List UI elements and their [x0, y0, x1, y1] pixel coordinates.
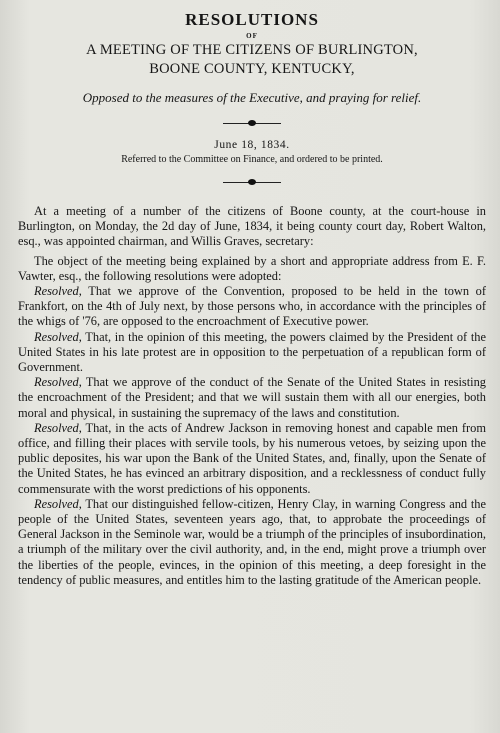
of-label: OF	[246, 32, 258, 40]
resolution-paragraph	[18, 330, 486, 376]
resolved-word: Resolved	[34, 284, 79, 299]
resolution-text: , That, in the acts of Andrew Jackson in removing honest and capable men from office, and filling their places with servile tools, by his numerous vetoes, by seizing upon the public deposites, his war upon the Bank of the United States, and, finally, upon the Senate of the United States, he has evinced an arbitrary disposition, and a recklessness of conduct fully commensurate with the worst predictions of his opponents.	[18, 420, 486, 496]
ornamental-divider	[223, 179, 281, 185]
resolution-paragraph	[18, 497, 486, 588]
resolution-text: , That we approve of the conduct of the Senate of the United States in resisting the encroachment of the President; and that we will sustain them with all our energies, both moral and physical, in sustaining the supremacy of the laws and constitution.	[18, 375, 486, 420]
resolution-paragraph	[18, 375, 486, 421]
resolved-word: Resolved	[34, 496, 79, 511]
county-heading: BOONE COUNTY, KENTUCKY,	[149, 61, 355, 77]
ornamental-divider	[223, 120, 281, 126]
document-title: RESOLUTIONS	[185, 10, 319, 29]
meeting-heading: A MEETING OF THE CITIZENS OF BURLINGTON,	[86, 42, 418, 58]
referral-note: Referred to the Committee on Finance, and ordered to be printed.	[121, 154, 383, 165]
divider-ornament-icon	[248, 120, 256, 126]
resolution-text: , That we approve of the Convention, proposed to be held in the town of Frankfort, on the 4th of July next, by those persons who, in accordance with the principles of the whigs of '76, are opposed to the encroachment of Executive power.	[18, 284, 486, 329]
resolution-paragraph	[18, 284, 486, 330]
divider-ornament-icon	[248, 179, 256, 185]
resolved-word: Resolved	[34, 420, 79, 435]
object-paragraph: The object of the meeting being explained by a short and appropriate address from E. F. Vawter, esq., the following resolutions were adopted:	[18, 253, 486, 283]
resolved-word: Resolved	[34, 375, 79, 390]
resolution-text: , That our distinguished fellow-citizen, Henry Clay, in warning Congress and the people of the United States, seventeen years ago, that, to approbate the proceedings of General Jackson in the Seminole war, would be a triumph of the principles of insubordination, a triumph of the military over the civil authority, and, in the end, might prove a triumph over the liberties of the people, evinces, in the opinion of this meeting, a deep foresight in the tendency of public measures, and entitles him to the lasting gratitude of the American people.	[18, 496, 486, 587]
document-body	[18, 204, 486, 588]
document-subtitle: Opposed to the measures of the Executive, and praying for relief.	[82, 90, 422, 105]
resolved-word: Resolved	[34, 329, 79, 344]
intro-paragraph: At a meeting of a number of the citizens of Boone county, at the court-house in Burlington, on Monday, the 2d day of June, 1834, it being county court day, Robert Walton, esq., was appointed chairman, and Willis Graves, secretary:	[18, 204, 486, 249]
resolution-paragraph	[18, 421, 486, 497]
resolution-text: , That, in the opinion of this meeting, the powers claimed by the President of the United States in his late protest are in opposition to the perpetuation of a republican form of Government.	[18, 329, 486, 375]
document-date: June 18, 1834.	[214, 139, 290, 151]
